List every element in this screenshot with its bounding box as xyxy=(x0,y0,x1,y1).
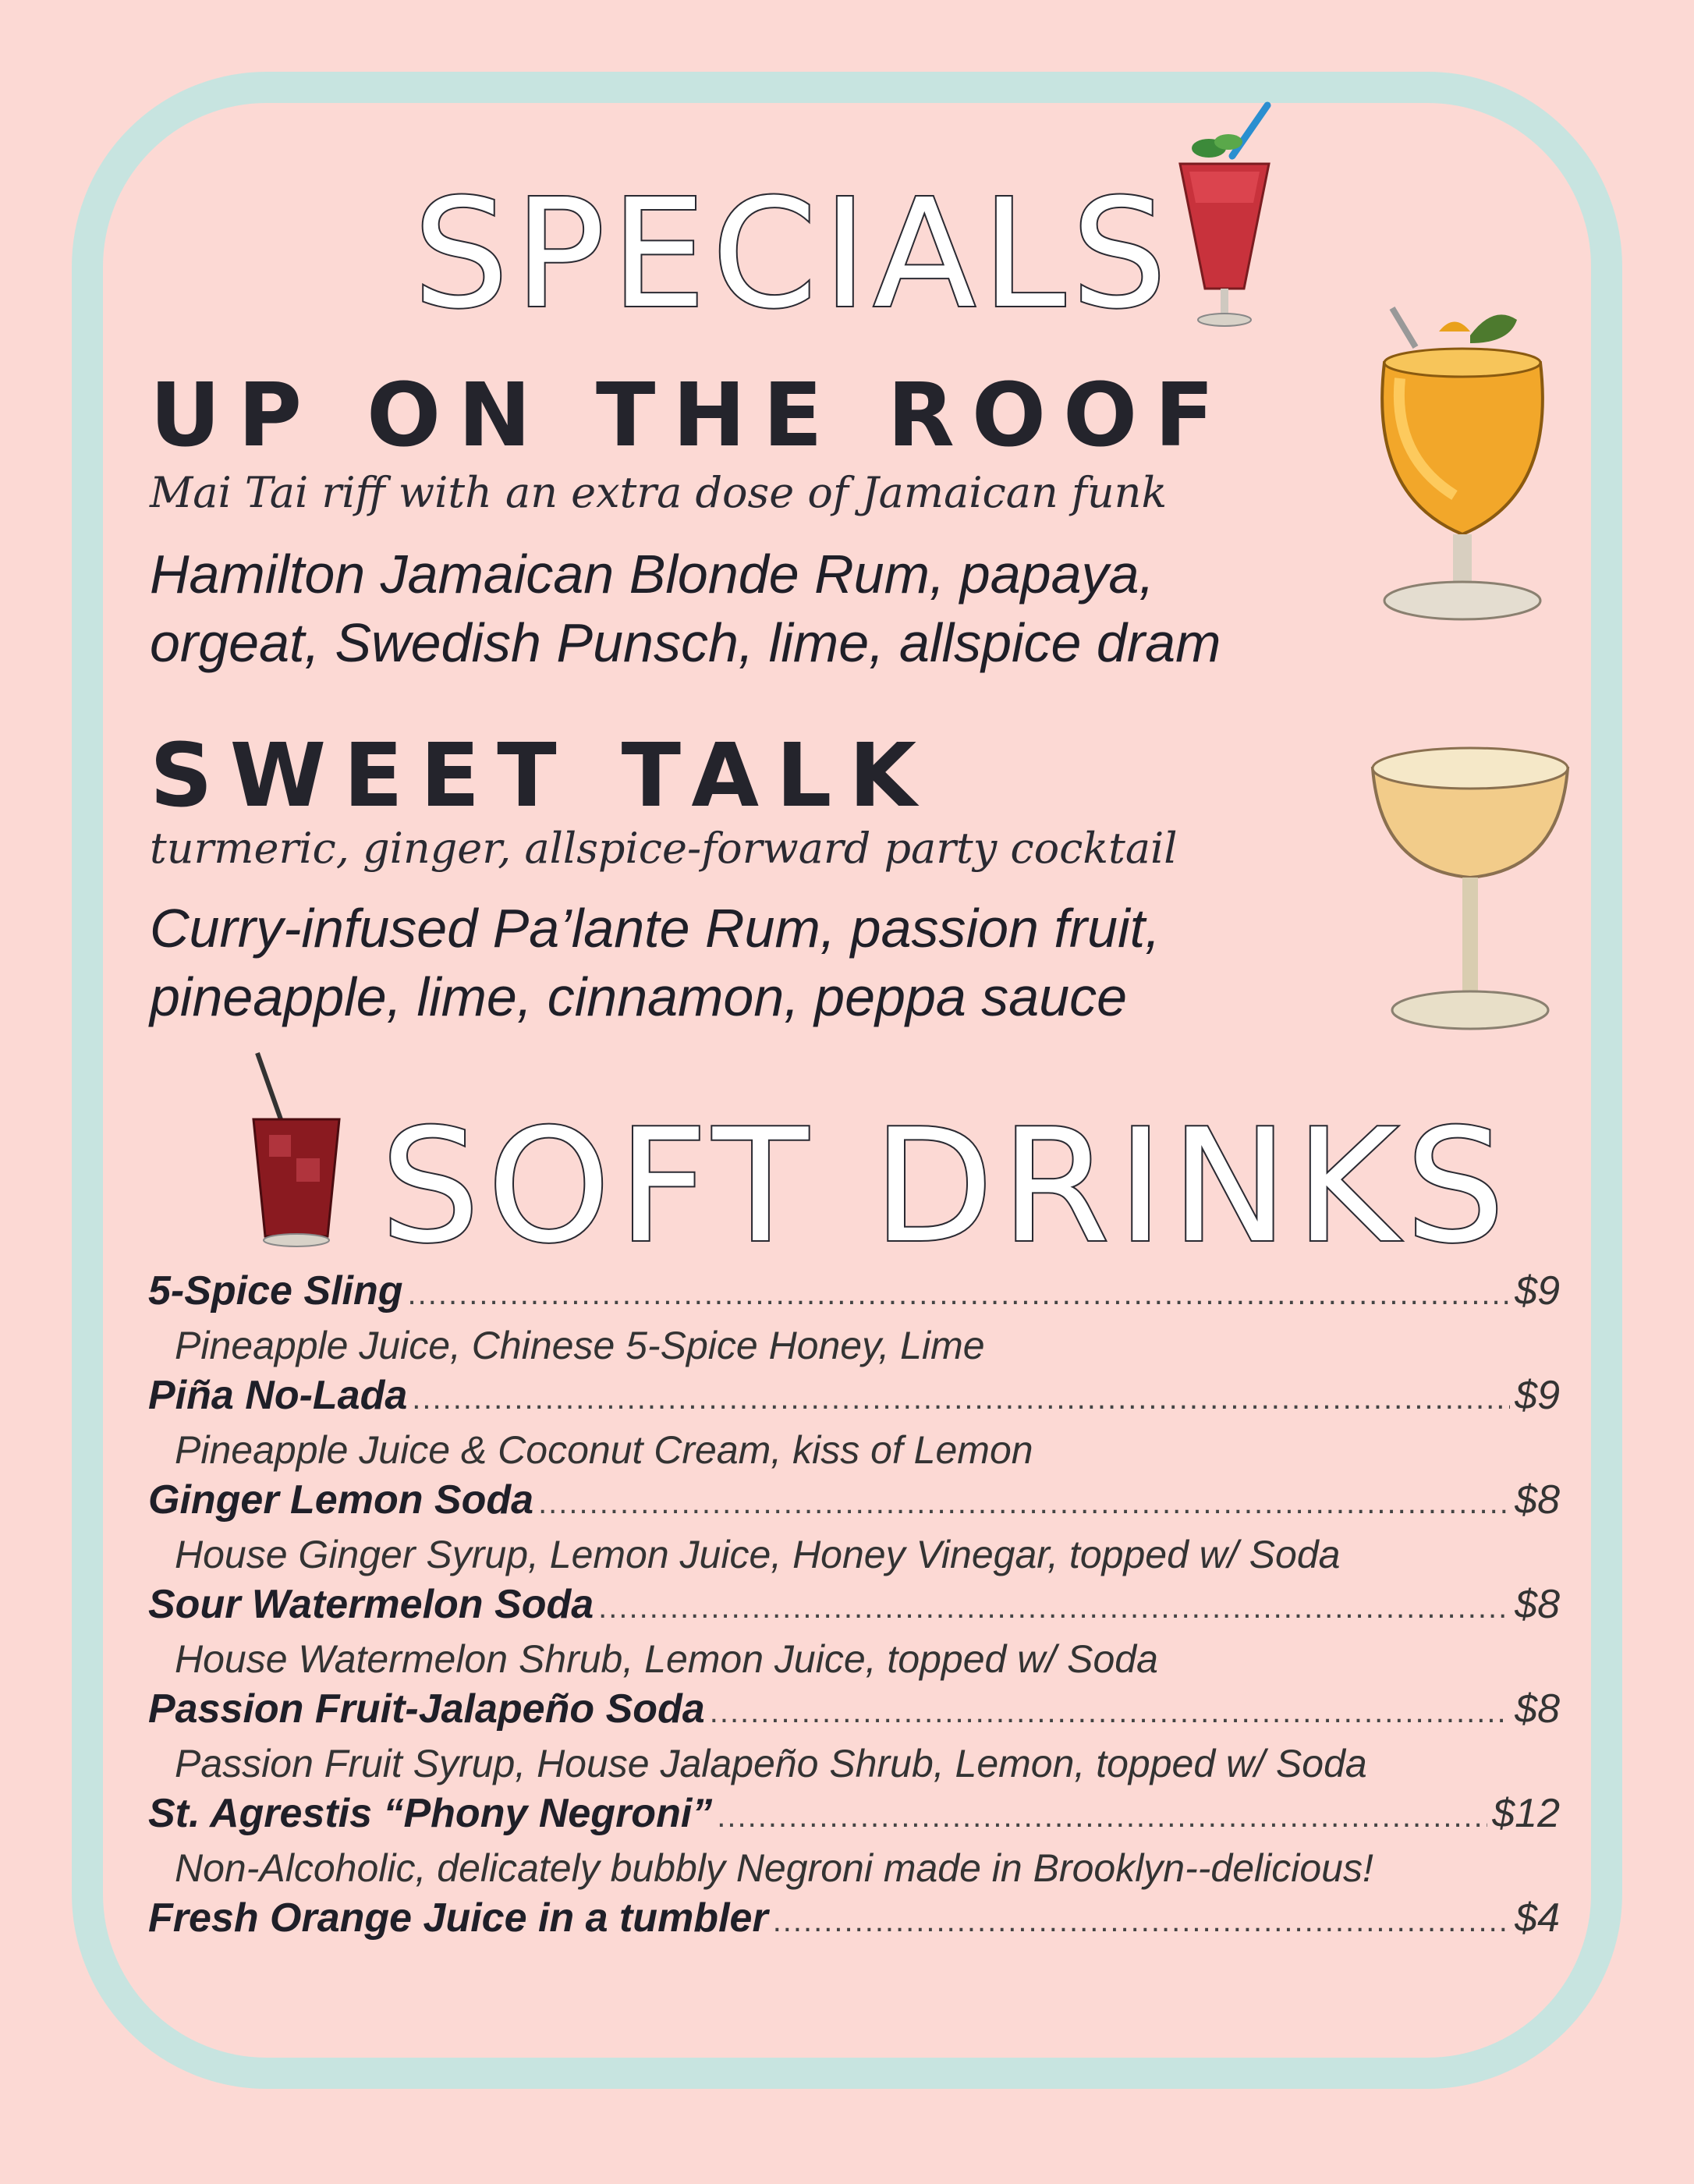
list-item xyxy=(148,1790,1560,1895)
item-price: $8 xyxy=(1515,1582,1560,1627)
item-description: House Watermelon Shrub, Lemon Juice, topped w/ Soda xyxy=(175,1637,1158,1681)
red-highball-cocktail-icon xyxy=(1166,101,1283,335)
red-tumbler-drink-icon xyxy=(246,1049,347,1252)
item-name: St. Agrestis “Phony Negroni” xyxy=(148,1791,713,1836)
list-item xyxy=(148,1686,1560,1790)
item-price: $9 xyxy=(1515,1268,1560,1314)
list-item xyxy=(148,1372,1560,1477)
drink-ingredients-up-on-the-roof-line2: orgeat, Swedish Punsch, lime, allspice dram xyxy=(150,612,1221,673)
dot-leader xyxy=(710,1695,1510,1730)
soft-drinks-title: SOFT DRINKS xyxy=(381,1096,1513,1278)
item-name: Passion Fruit-Jalapeño Soda xyxy=(148,1686,705,1732)
drink-name-up-on-the-roof: UP ON THE ROOF xyxy=(150,365,1232,466)
item-description: Non-Alcoholic, delicately bubbly Negroni made in Brooklyn--delicious! xyxy=(175,1846,1373,1890)
item-price: $8 xyxy=(1515,1686,1560,1732)
item-name: Ginger Lemon Soda xyxy=(148,1477,534,1523)
list-item xyxy=(148,1581,1560,1686)
dot-leader xyxy=(538,1486,1510,1521)
drink-name-sweet-talk: SWEET TALK xyxy=(150,725,934,827)
drink-ingredients-sweet-talk-line1: Curry-infused Pa’lante Rum, passion fruit, xyxy=(150,898,1161,959)
dot-leader xyxy=(412,1381,1510,1416)
item-description: Pineapple Juice & Coconut Cream, kiss of Lemon xyxy=(175,1428,1033,1472)
item-description: Pineapple Juice, Chinese 5-Spice Honey, Lime xyxy=(175,1324,985,1367)
dot-leader xyxy=(717,1799,1487,1835)
dot-leader xyxy=(408,1277,1511,1312)
item-price: $4 xyxy=(1515,1895,1560,1941)
item-name: 5-Spice Sling xyxy=(148,1268,403,1314)
item-price: $12 xyxy=(1492,1791,1560,1836)
list-item xyxy=(148,1268,1560,1372)
dot-leader xyxy=(773,1904,1510,1939)
list-item xyxy=(148,1895,1560,1999)
soft-drinks-list xyxy=(148,1268,1560,1999)
coupe-glass-cocktail-icon xyxy=(1357,737,1583,1049)
specials-title: SPECIALS xyxy=(413,168,1173,342)
item-description: House Ginger Syrup, Lemon Juice, Honey Vinegar, topped w/ Soda xyxy=(175,1533,1341,1576)
list-item xyxy=(148,1477,1560,1581)
item-name: Fresh Orange Juice in a tumbler xyxy=(148,1895,768,1941)
item-price: $9 xyxy=(1515,1373,1560,1418)
item-price: $8 xyxy=(1515,1477,1560,1523)
drink-description-up-on-the-roof: Mai Tai riff with an extra dose of Jamaican funk xyxy=(150,468,1168,517)
drink-ingredients-up-on-the-roof-line1: Hamilton Jamaican Blonde Rum, papaya, xyxy=(150,544,1154,604)
item-name: Piña No-Lada xyxy=(148,1373,408,1418)
dot-leader xyxy=(598,1590,1510,1626)
item-name: Sour Watermelon Soda xyxy=(148,1582,594,1627)
drink-description-sweet-talk: turmeric, ginger, allspice-forward party cocktail xyxy=(150,824,1178,873)
orange-snifter-cocktail-icon xyxy=(1361,300,1564,644)
drink-ingredients-sweet-talk-line2: pineapple, lime, cinnamon, peppa sauce xyxy=(150,966,1128,1027)
item-description: Passion Fruit Syrup, House Jalapeño Shrub, Lemon, topped w/ Soda xyxy=(175,1742,1367,1785)
